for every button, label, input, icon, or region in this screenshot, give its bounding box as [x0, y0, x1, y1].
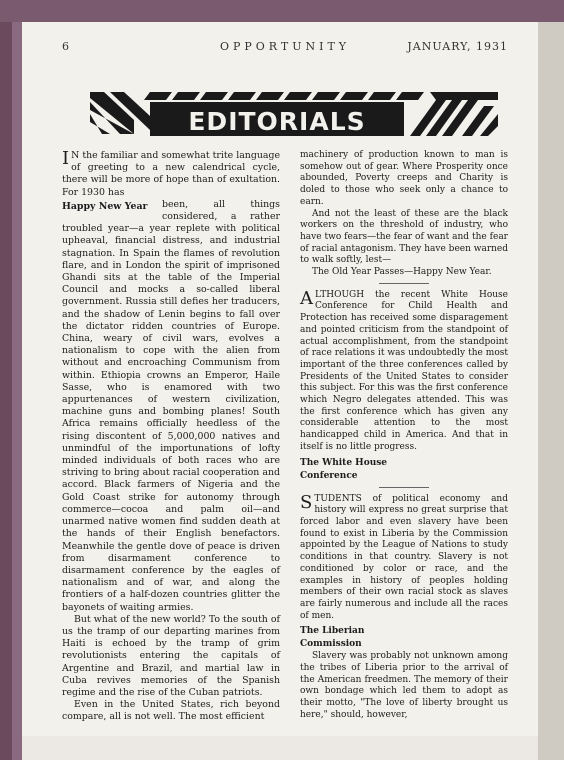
section-heading: The Liberian	[300, 626, 365, 637]
section-heading: Happy New Year	[62, 200, 148, 212]
top-binding-band	[0, 0, 564, 22]
section-divider	[379, 487, 429, 488]
drop-cap: A	[300, 287, 313, 309]
article-text-intro: LTHOUGH the recent White House Conference for Child Health and Protection has received some disparagement and pointed criticism from the standpoint of actual accomplishment, from the standpoint of race relations it was undoubtedly the most important of the three conferences called by Presidents of the United States to consider this subject. For this was the first conference which Negro delegates attended. This was the first conference which has given any considerable attention to the most handicapped child in America. And that in itself is no little progress.	[300, 289, 508, 452]
magazine-title: OPPORTUNITY	[219, 40, 351, 53]
issue-date: JANUARY, 1931	[407, 40, 508, 53]
binding-edge	[12, 0, 22, 760]
happy-new-year-para-2	[62, 199, 280, 614]
section-heading-line2: Commission	[300, 639, 362, 650]
white-house-heading	[300, 457, 508, 483]
page-edge-shadow	[538, 22, 564, 760]
page-number: 6	[62, 40, 69, 53]
article-text: TUDENTS of political economy and history will express no great surprise that forced labor and even slavery have been found to exist in Liberia by the Commission appointed by the League of Nations to study conditions in that country. Slavery is not conditioned by color or race, and the examples in history of peoples holding members of their own racial stock as slaves are fairly numerous and include all the races of men.	[300, 493, 508, 621]
banner-title: EDITORIALS	[188, 107, 366, 136]
happy-new-year-para-3: But what of the new world? To the south of us the tramp of our departing marines from Haiti is echoed by the tramp of grim revolutionists entering the capitals of Argentine and Brazil, and martial law in Cuba revives memories of the Spanish regime and the rise of the Cuban patriots.	[62, 613, 280, 698]
happy-new-year-para-1	[62, 150, 280, 199]
right-column	[300, 150, 508, 722]
liberian-heading	[300, 625, 508, 651]
happy-new-year-para-4: Even in the United States, rich beyond compare, all is not well. The most efficient	[62, 699, 280, 723]
section-divider	[379, 283, 429, 284]
section-heading-line2: Conference	[300, 470, 358, 481]
book-binding	[0, 0, 22, 760]
drop-cap: S	[300, 491, 313, 513]
editorials-banner	[90, 90, 498, 138]
left-column	[62, 150, 280, 724]
happy-new-year-para-7: The Old Year Passes—Happy New Year.	[312, 267, 492, 278]
liberian-para-2: Slavery was probably not unknown among the tribes of Liberia prior to the arrival of the American freedmen. The memory of their own bondage which led them to adopt as their motto, "The love of liberty brought us here," should, however,	[300, 651, 508, 720]
happy-new-year-para-6: And not the least of these are the black workers on the threshold of industry, who have two fears—the fear of want and the fear of racial antagonism. They have been warned to walk softly, lest—	[300, 208, 509, 266]
drop-cap: I	[62, 148, 70, 169]
liberian-para-1	[300, 491, 508, 623]
article-text: been, all things considered, a rather troubled year—a year replete with political upheaval, financial distress, and industrial stagnation. In Spain the flames of revolution flare, and in London the spirit of imprisoned Ghandi sits at the table of the Imperial Council and mocks a so-called liberal government. Russia still defies her traducers, and the shadow of Lenin begins to fall over the dictator ridden countries of Europe. China, weary of civil wars, evolves a nationalism to cope with the alien from without and encroaching Communism from within. Ethiopia crowns an Emperor, Haile Sasse, who is enamored with two appurtenances of western civilization, machine guns and bombing planes! South Africa remains officially heedless of the rising discontent of 5,000,000 natives and unmindful of the importunations of lofty minded individuals of both races who are striving to bring about racial cooperation and accord. Black farmers of Nigeria and the Gold Coast strike for autonomy through commerce—cocoa and palm oil—and unarmed native women find sudden death at the hands of their English benefactors. Meanwhile the gentle dove of peace is driven from disarmament conference to disarmament conference by the eagles of nationalism and of war, and along the frontiers of a half-dozen countries glitter the bayonets of waiting armies.	[62, 198, 280, 613]
white-house-para	[300, 287, 508, 454]
section-heading: The White House	[300, 457, 388, 468]
article-text: N the familiar and somewhat trite language of greeting to a new calendrical cycle, there will be more of hope than of exultation. For 1930 has	[62, 150, 280, 198]
happy-new-year-para-5: machinery of production known to man is somehow out of gear. Where Prosperity once abounded, Poverty creeps and Charity is doled to those who seek only a chance to earn.	[300, 150, 508, 207]
